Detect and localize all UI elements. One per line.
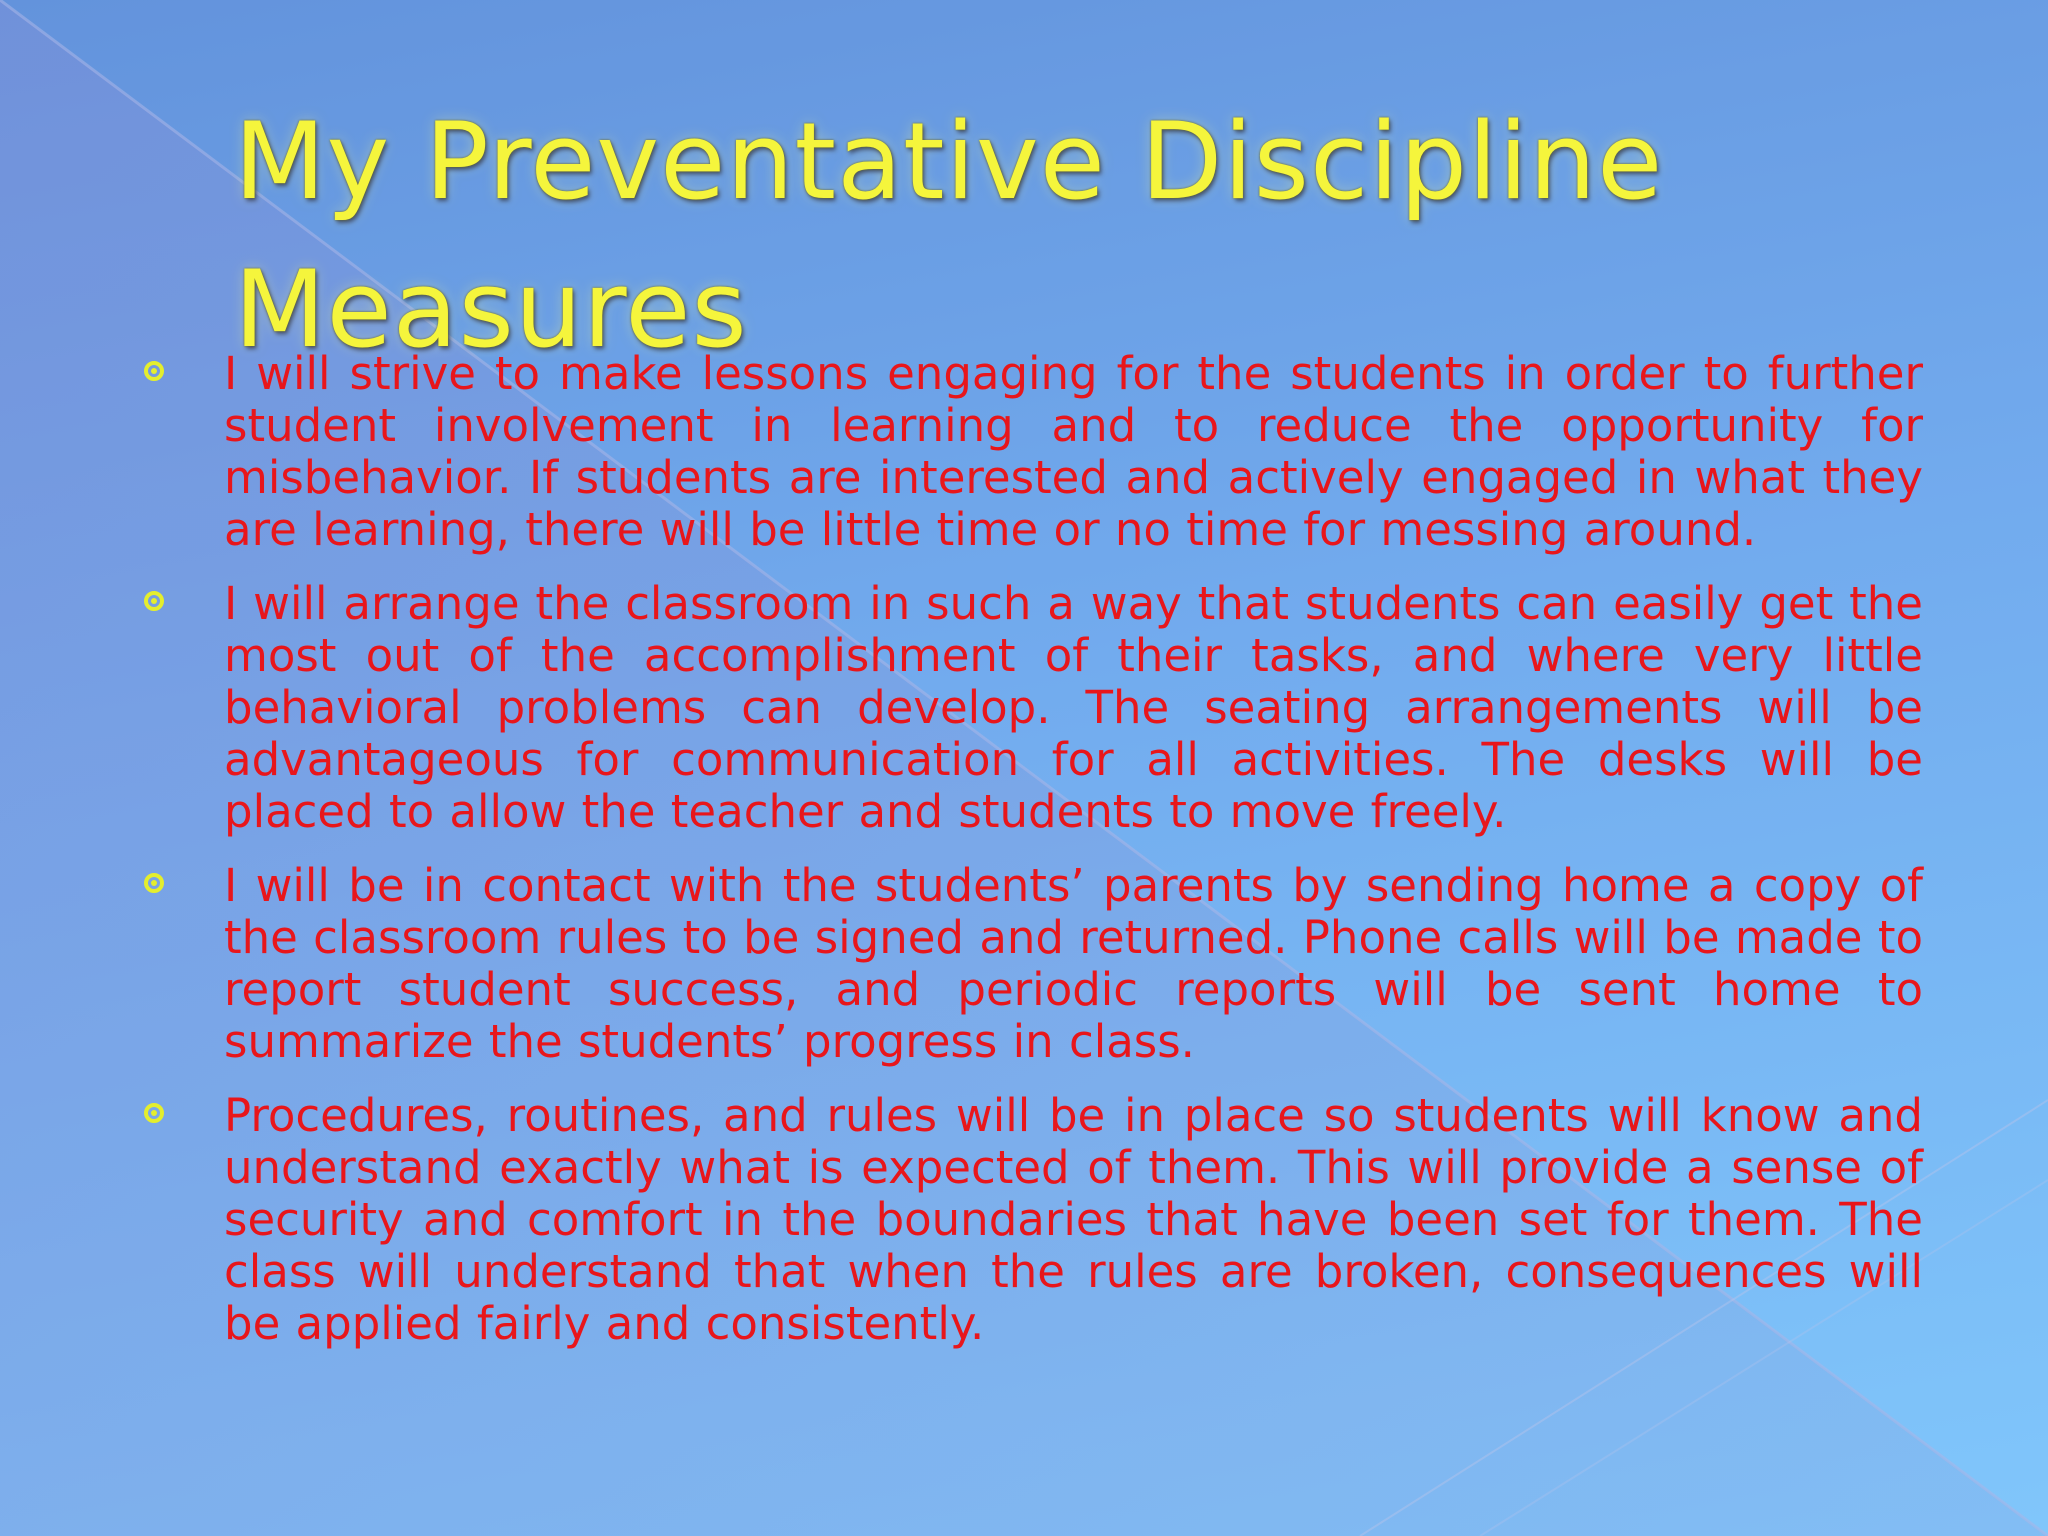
circle-dot-bullet-icon [144,361,164,381]
bullet-text: Procedures, routines, and rules will be in place so students will know and understand exactly what is expected of them. This will provide a sense of security and comfort in the boundaries that have been set for them. The class will understand that when the rules are broken, consequences will be applied fairly and consistently. [224,1089,1923,1350]
circle-dot-bullet-icon [144,591,164,611]
circle-dot-bullet-icon [144,873,164,893]
bullet-text: I will be in contact with the students’ parents by sending home a copy of the classroom rules to be signed and returned. Phone calls will be made to report student success, and periodic reports will be sent home to summarize the students’ progress in class. [224,859,1923,1068]
circle-dot-bullet-icon [144,1103,164,1123]
slide-title: My Preventative Discipline Measures [234,100,1664,371]
bullet-list [130,348,1923,1372]
bullet-text: I will strive to make lessons engaging for the students in order to further student involvement in learning and to reduce the opportunity for misbehavior. If students are interested and actively engaged in what they are learning, there will be little time or no time for messing around. [224,347,1923,556]
bullet-text: I will arrange the classroom in such a way that students can easily get the most out of the accomplishment of their tasks, and where very little behavioral problems can develop. The seating arrangements will be advantageous for communication for all activities. The desks will be placed to allow the teacher and students to move freely. [224,577,1923,838]
bullet-item [130,578,1923,838]
bullet-item [130,860,1923,1068]
bullet-item [130,1090,1923,1350]
bullet-item [130,348,1923,556]
